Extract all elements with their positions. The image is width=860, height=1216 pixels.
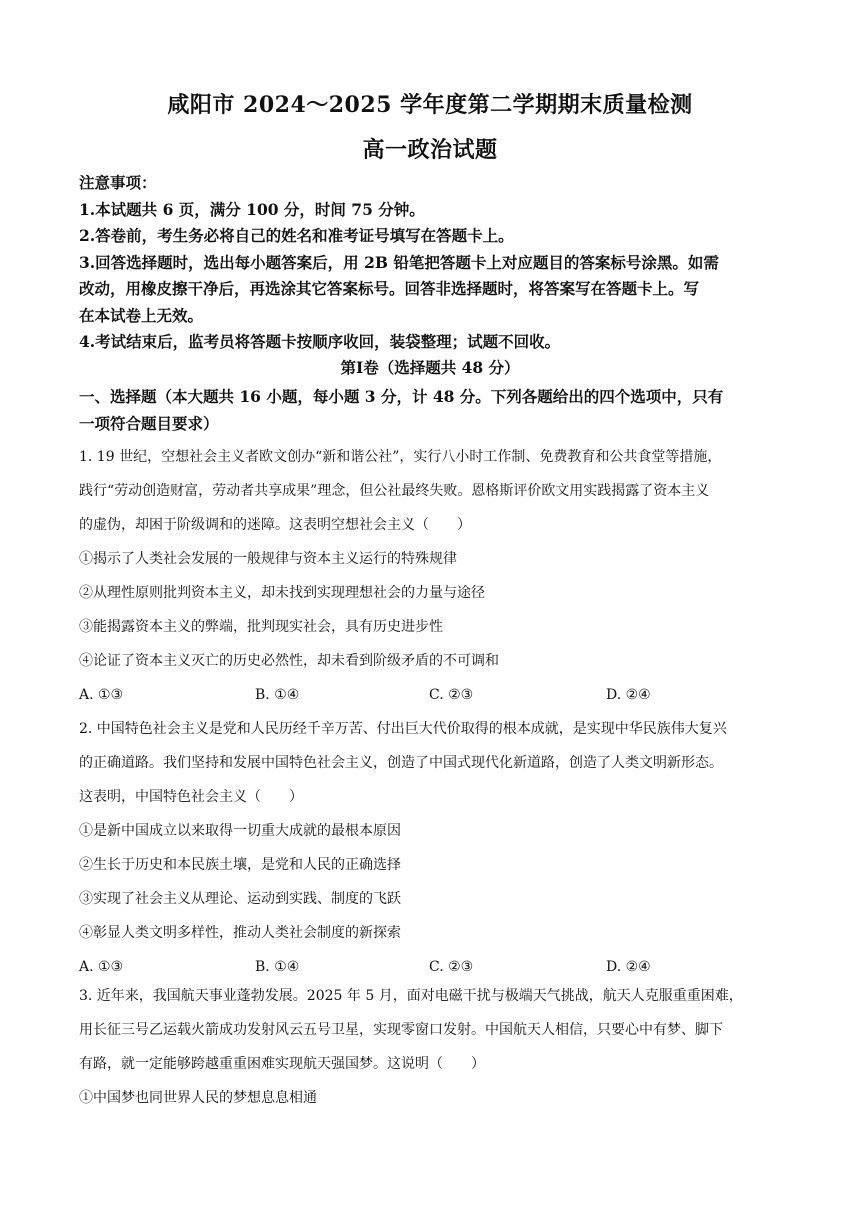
question-1 [79, 440, 791, 712]
question-stem-line: 3. 近年来，我国航天事业蓬勃发展。2025 年 5 月，面对电磁干扰与极端天气挑战，航天人克服重重困难， [79, 988, 743, 1004]
notice-line: 4.考试结束后，监考员将答题卡按顺序收回，装袋整理；试题不回收。 [79, 332, 561, 351]
option-a: A. ①③ [79, 959, 124, 975]
option-d: D. ②④ [606, 959, 651, 975]
question-item: ①中国梦也同世界人民的梦想息息相通 [79, 1090, 317, 1106]
question-stem-line: 用长征三号乙运载火箭成功发射风云五号卫星，实现零窗口发射。中国航天人相信，只要心中有梦、脚下 [79, 1022, 723, 1038]
part-instructions [79, 383, 791, 437]
question-item: ①揭示了人类社会发展的一般规律与资本主义运行的特殊规律 [79, 551, 457, 567]
notice-line: 在本试卷上无效。 [79, 305, 204, 325]
question-item: ③能揭露资本主义的弊端，批判现实社会，具有历史进步性 [79, 619, 443, 635]
exam-subtitle: 高一政治试题 [362, 137, 498, 163]
question-stem-line: 的虚伪，却困于阶级调和的迷障。这表明空想社会主义（ ） [79, 517, 471, 533]
question-item: ②从理性原则批判资本主义，却未找到实现理想社会的力量与途径 [79, 585, 485, 601]
notice-line: 2.答卷前，考生务必将自己的姓名和准考证号填写在答题卡上。 [79, 226, 514, 245]
notice-line: 改动，用橡皮擦干净后，再选涂其它答案标号。回答非选择题时，将答案写在答题卡上。写 [79, 279, 700, 298]
question-stem-line: 1. 19 世纪，空想社会主义者欧文创办“新和谐公社”，实行八小时工作制、免费教育和公共食堂等措施， [79, 449, 722, 465]
section-heading: 第Ⅰ卷（选择题共 48 分） [340, 358, 520, 377]
notice-block [79, 170, 789, 356]
question-item: ④彰显人类文明多样性，推动人类社会制度的新探索 [79, 925, 401, 941]
notice-line: 1.本试题共 6 页，满分 100 分，时间 75 分钟。 [79, 199, 425, 219]
question-item: ③实现了社会主义从理论、运动到实践、制度的飞跃 [79, 891, 401, 907]
notice-line: 3.回答选择题时，选出每小题答案后，用 2B 铅笔把答题卡上对应题目的答案标号涂黑。如需 [79, 252, 719, 272]
question-stem-line: 的正确道路。我们坚持和发展中国特色社会主义，创造了中国式现代化新道路，创造了人类文明新形态。 [79, 755, 723, 771]
option-c: C. ②③ [429, 687, 474, 703]
question-2 [79, 712, 791, 984]
question-stem-line: 有路，就一定能够跨越重重困难实现航天强国梦。这说明（ ） [79, 1056, 485, 1072]
question-stem-line: 践行“劳动创造财富，劳动者共享成果”理念，但公社最终失败。恩格斯评价欧文用实践揭露了资本主义 [79, 483, 710, 499]
exam-title: 咸阳市 2024～2025 学年度第二学期期末质量检测 [167, 92, 693, 118]
part-line: 一、选择题（本大题共 16 小题，每小题 3 分，计 48 分。下列各题给出的四个选项中，只有 [79, 387, 724, 406]
option-a: A. ①③ [79, 687, 124, 703]
option-b: B. ①④ [255, 959, 300, 975]
option-c: C. ②③ [429, 959, 474, 975]
notice-heading: 注意事项： [79, 173, 157, 192]
option-d: D. ②④ [606, 687, 651, 703]
question-item: ①是新中国成立以来取得一切重大成就的最根本原因 [79, 823, 401, 839]
question-stem-line: 这表明，中国特色社会主义（ ） [79, 789, 303, 805]
question-item: ②生长于历史和本民族土壤，是党和人民的正确选择 [79, 857, 401, 873]
question-3 [79, 979, 791, 1115]
answer-options [79, 678, 791, 712]
question-stem-line: 2. 中国特色社会主义是党和人民历经千辛万苦、付出巨大代价取得的根本成就，是实现中华民族伟大复兴 [79, 721, 727, 737]
part-line: 一项符合题目要求） [79, 414, 219, 433]
question-item: ④论证了资本主义灭亡的历史必然性，却未看到阶级矛盾的不可调和 [79, 653, 499, 669]
option-b: B. ①④ [255, 687, 300, 703]
